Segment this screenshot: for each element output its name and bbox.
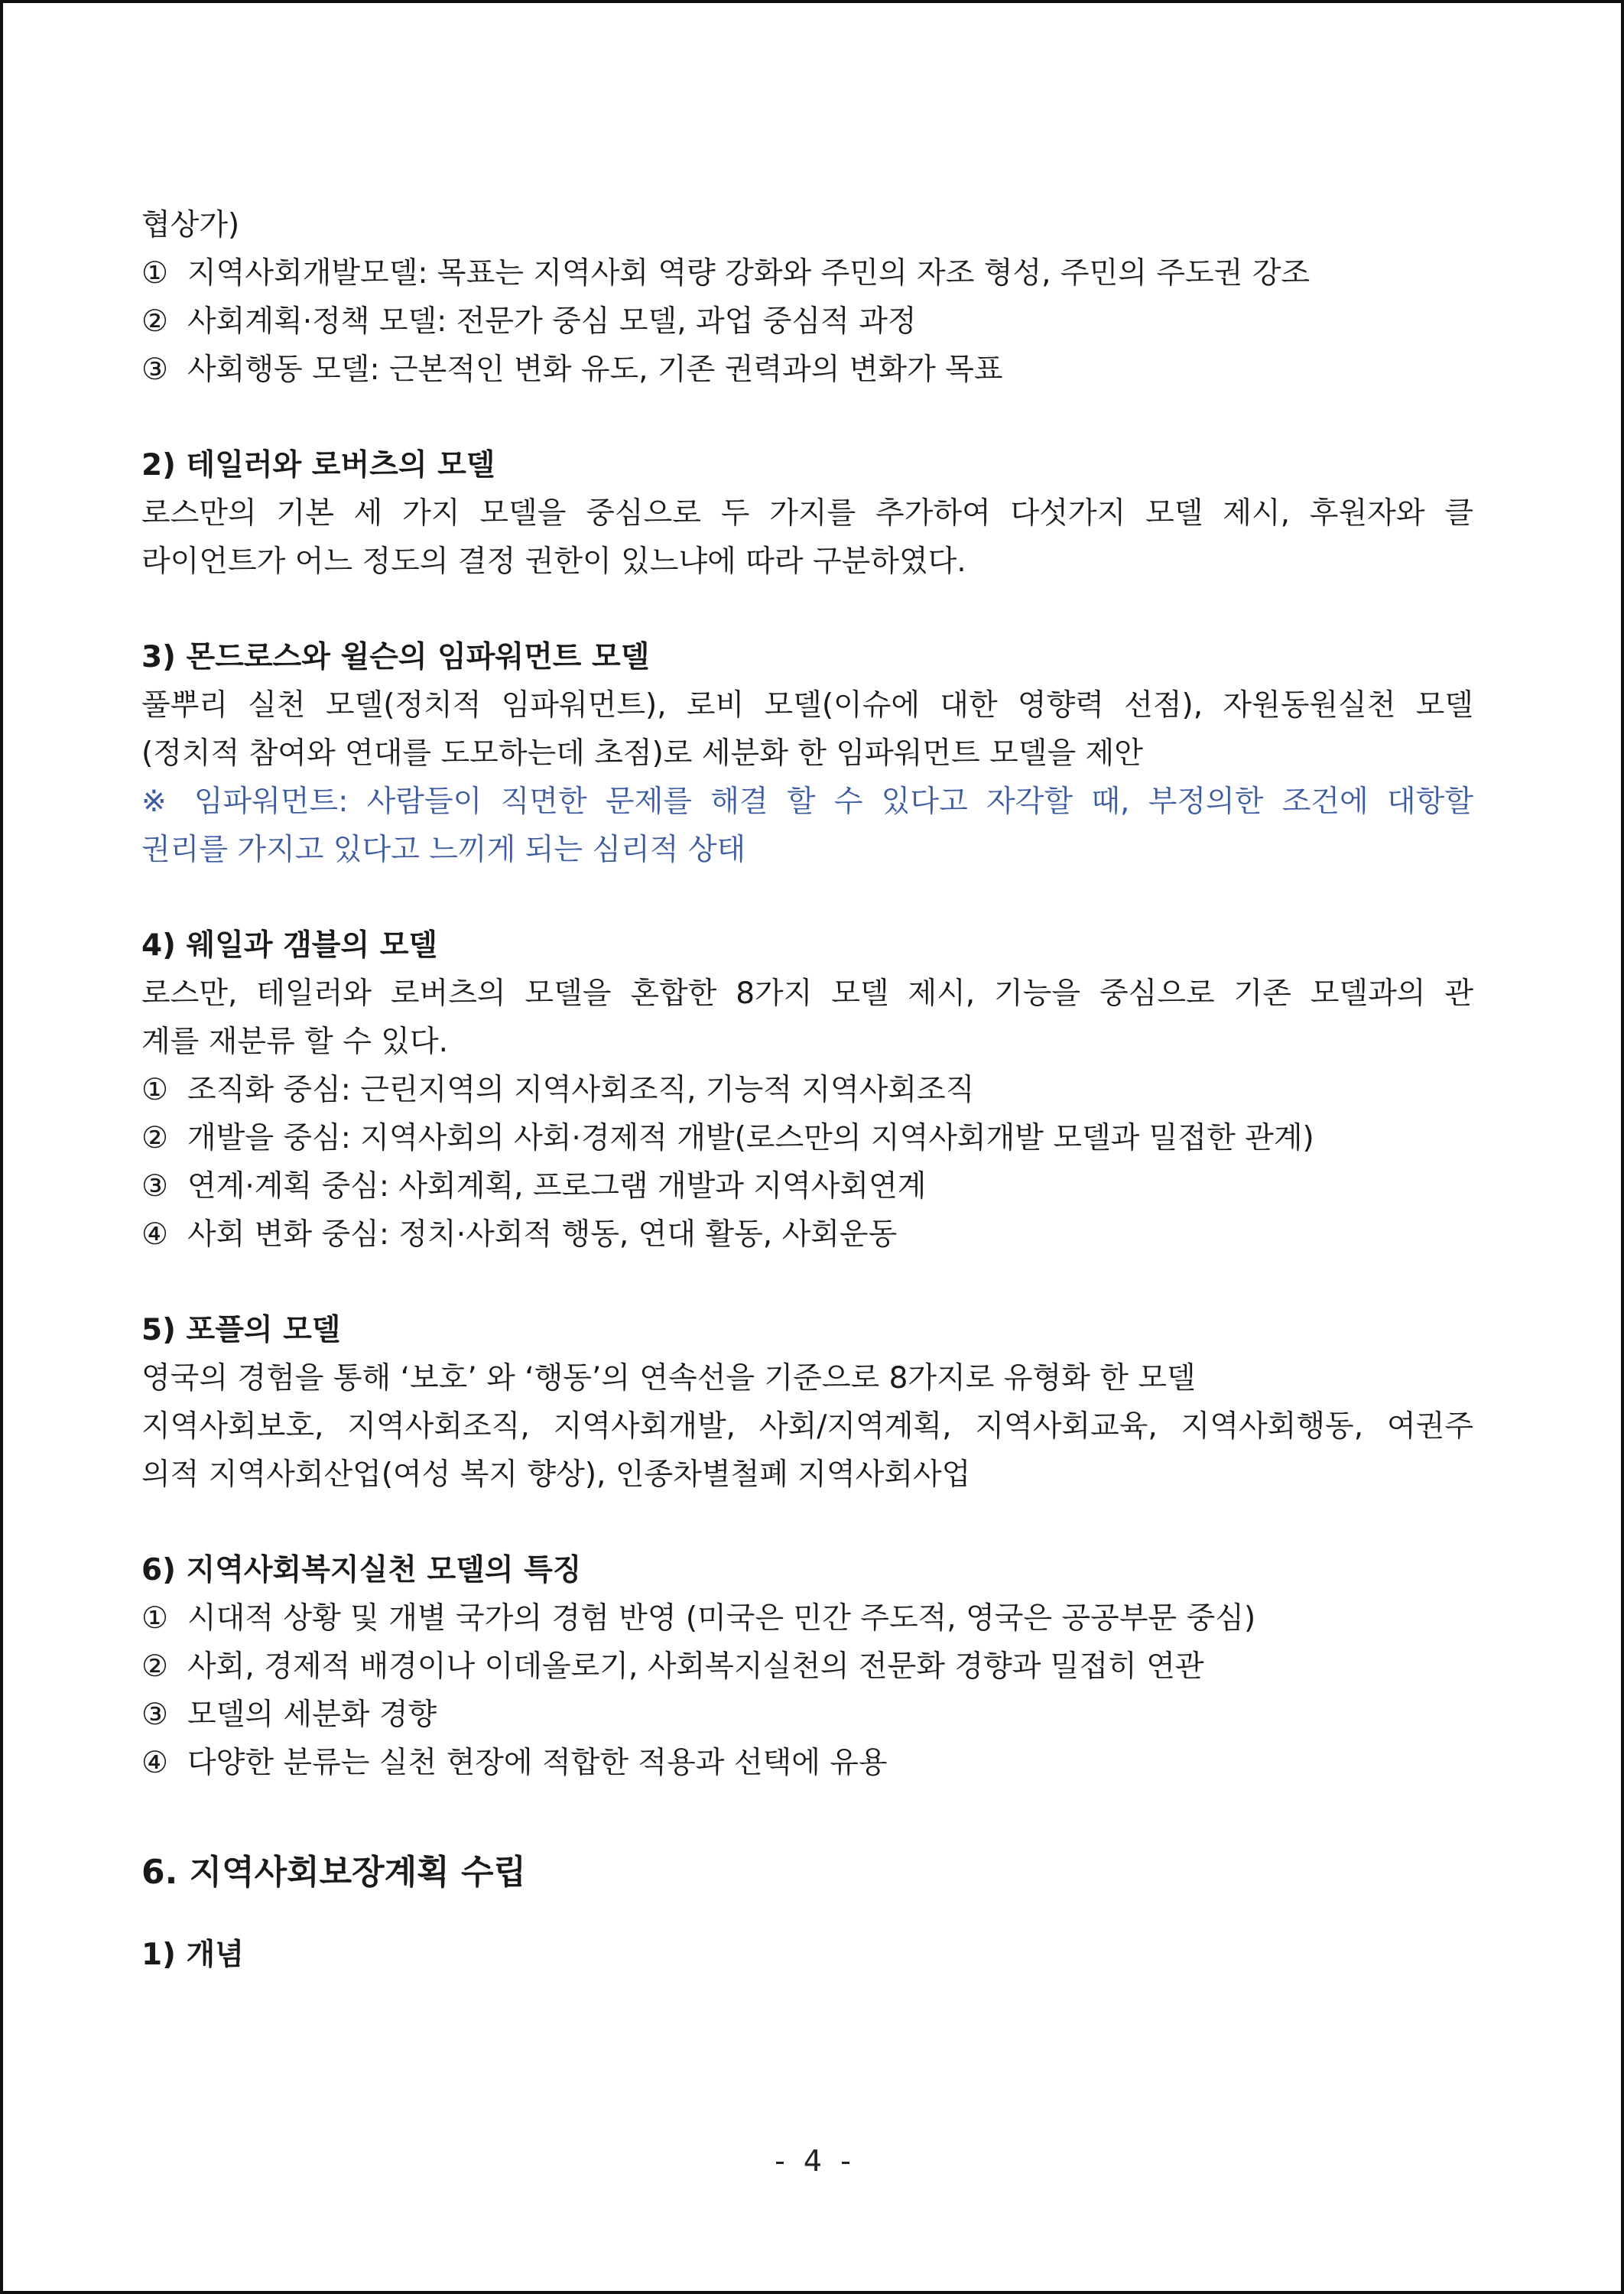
list-item [141,1594,1473,1643]
list-item [141,1114,1473,1162]
list-item-text: 조직화 중심: 근린지역의 지역사회조직, 기능적 지역사회조직 [187,1073,975,1107]
list-marker: ② [141,1121,168,1155]
section-heading: 2) 테일러와 로버츠의 모델 [141,448,495,483]
list-item [141,297,1473,346]
continuation-text: 협상가) [141,208,240,242]
list-item [141,249,1473,297]
list-marker: ① [141,1601,168,1636]
list-item [141,1162,1473,1210]
list-item-text: 다양한 분류는 실천 현장에 적합한 적용과 선택에 유용 [187,1746,888,1780]
list-item [141,1210,1473,1259]
paragraph-line: 지역사회보호, 지역사회조직, 지역사회개발, 사회/지역계획, 지역사회교육, 지역사회행동, 여권주 [141,1409,1473,1444]
list-item-text: 개발을 중심: 지역사회의 사회·경제적 개발(로스만의 지역사회개발 모델과 밀접한 관계) [187,1121,1314,1155]
section-heading: 4) 웨일과 갬블의 모델 [141,928,438,963]
list-marker: ② [141,1649,168,1684]
list-item-text: 모델의 세분화 경향 [187,1698,437,1732]
paragraph-line: 라이언트가 어느 정도의 결정 권한이 있느냐에 따라 구분하였다. [141,544,966,579]
paragraph-line: 계를 재분류 할 수 있다. [141,1025,449,1059]
list-marker: ① [141,1073,168,1107]
list-item [141,1739,1473,1787]
page-content [141,201,1473,1979]
list-item-text: 사회계획·정책 모델: 전문가 중심 모델, 과업 중심적 과정 [187,304,917,339]
chapter-title: 6. 지역사회보장계획 수립 [141,1853,527,1892]
list-item [141,1691,1473,1739]
list-marker: ④ [141,1746,168,1780]
section-heading: 1) 개념 [141,1938,244,1972]
list-marker: ③ [141,1698,168,1732]
note-line: 권리를 가지고 있다고 느끼게 되는 심리적 상태 [141,833,746,867]
list-marker: ② [141,304,168,339]
list-marker: ④ [141,1217,168,1252]
list-marker: ③ [141,353,168,387]
page-number: - 4 - [775,2144,856,2178]
note-line: ※ 임파워먼트: 사람들이 직면한 문제를 해결 할 수 있다고 자각할 때, 부정의한 조건에 대항할 [141,785,1473,819]
paragraph-line: 영국의 경험을 통해 ‘보호’ 와 ‘행동’의 연속선을 기준으로 8가지로 유형화 한 모델 [141,1361,1196,1396]
list-marker: ③ [141,1169,168,1204]
list-marker: ① [141,256,168,291]
paragraph-line: 로스만, 테일러와 로버츠의 모델을 혼합한 8가지 모델 제시, 기능을 중심으로 기존 모델과의 관 [141,976,1473,1011]
list-item [141,346,1473,394]
section-heading: 5) 포플의 모델 [141,1313,341,1347]
list-item-text: 지역사회개발모델: 목표는 지역사회 역량 강화와 주민의 자조 형성, 주민의 주도권 강조 [187,256,1311,291]
list-item-text: 사회 변화 중심: 정치·사회적 행동, 연대 활동, 사회운동 [187,1217,898,1252]
list-item-text: 사회, 경제적 배경이나 이데올로기, 사회복지실천의 전문화 경향과 밀접히 연관 [187,1649,1204,1684]
section-heading: 6) 지역사회복지실천 모델의 특징 [141,1553,582,1587]
paragraph-line: 의적 지역사회산업(여성 복지 향상), 인종차별철폐 지역사회사업 [141,1457,971,1492]
list-item-text: 연계·계획 중심: 사회계획, 프로그램 개발과 지역사회연계 [187,1169,927,1204]
list-item-text: 사회행동 모델: 근본적인 변화 유도, 기존 권력과의 변화가 목표 [187,353,1003,387]
section-heading: 3) 몬드로스와 윌슨의 임파워먼트 모델 [141,640,650,674]
paragraph-line: 풀뿌리 실천 모델(정치적 임파워먼트), 로비 모델(이슈에 대한 영향력 선점), 자원동원실천 모델 [141,688,1473,723]
list-item [141,1643,1473,1691]
list-item-text: 시대적 상황 및 개별 국가의 경험 반영 (미국은 민간 주도적, 영국은 공공부문 중심) [187,1601,1256,1636]
list-item [141,1066,1473,1114]
paragraph-line: (정치적 참여와 연대를 도모하는데 초점)로 세분화 한 임파워먼트 모델을 제안 [141,736,1143,771]
paragraph-line: 로스만의 기본 세 가지 모델을 중심으로 두 가지를 추가하여 다섯가지 모델 제시, 후원자와 클 [141,496,1473,531]
